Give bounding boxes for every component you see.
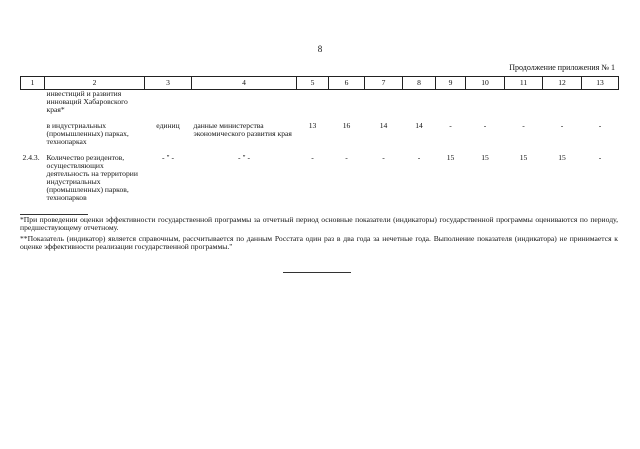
header-cell: 2 [45, 77, 145, 90]
value-cell: 13 [308, 120, 317, 130]
value-cell: 15 [519, 152, 528, 162]
value-cell: - [522, 120, 525, 130]
data-source [192, 90, 297, 114]
value-cell [582, 90, 619, 114]
value-cell: 14 [379, 120, 388, 130]
value-cell [329, 90, 365, 114]
value-cell: - [560, 120, 564, 130]
header-cell: 5 [297, 77, 329, 90]
value-cell: 16 [342, 120, 351, 130]
value-cell [505, 90, 543, 114]
value-cell: - [449, 120, 452, 130]
unit [145, 90, 192, 114]
header-cell: 11 [505, 77, 543, 90]
indicator-name: в индустриальных (промышленных) парках, технопарках [46, 120, 129, 146]
value-cell: - [598, 120, 602, 130]
header-cell: 8 [403, 77, 436, 90]
header-cell: 9 [436, 77, 466, 90]
header-cell: 4 [192, 77, 297, 90]
header-cell: 13 [582, 77, 619, 90]
value-cell: - [483, 120, 487, 130]
header-cell: 3 [145, 77, 192, 90]
header-cell: 7 [365, 77, 403, 90]
header-cell: 12 [543, 77, 582, 90]
row-number: 2.4.3. [22, 152, 40, 162]
indicators-table [20, 76, 619, 202]
value-cell [436, 90, 466, 114]
page-number: 8 [317, 44, 323, 54]
footnote: *При проведении оценки эффективности государственной программы за отчетный период основные показатели (индикаторы) государственной программы оцениваются по периоду, предшествующему отчетному. [20, 215, 618, 233]
footnote: **Показатель (индикатор) является справочным, рассчитывается по данным Росстата один раз в два года за нечетные года. Выполнение показателя (индикатора) не принимается к оценке эффективности реализации государственной программы." [20, 233, 618, 252]
row-number [21, 90, 45, 114]
data-source: - " - [238, 152, 250, 162]
value-cell: 15 [558, 152, 566, 162]
continuation-caption: Продолжение приложения № 1 [509, 63, 615, 72]
header-cell: 1 [21, 77, 45, 90]
unit: - " - [162, 152, 174, 162]
value-cell [297, 90, 329, 114]
value-cell: 15 [481, 152, 489, 162]
end-divider [283, 272, 351, 273]
value-cell: - [598, 152, 602, 162]
value-cell: - [311, 152, 314, 162]
data-source: данные министерства экономического развития края [193, 120, 292, 138]
footnotes [20, 216, 618, 253]
header-cell: 6 [329, 77, 365, 90]
row-spacer [21, 114, 619, 122]
table-row [21, 122, 619, 146]
value-cell: 14 [415, 120, 423, 130]
value-cell: - [382, 152, 385, 162]
value-cell [403, 90, 436, 114]
indicator-name: инвестиций и развития инноваций Хабаровского края* [46, 89, 128, 114]
value-cell: - [345, 152, 348, 162]
value-cell: 15 [446, 152, 455, 162]
table-row [21, 154, 619, 202]
table-row [21, 90, 619, 114]
header-row [21, 77, 619, 90]
row-number [21, 122, 45, 146]
value-cell [365, 90, 403, 114]
value-cell [466, 90, 505, 114]
value-cell: - [417, 152, 421, 162]
header-cell: 10 [466, 77, 505, 90]
value-cell [543, 90, 582, 114]
indicator-name: Количество резидентов, осуществляющих деятельность на территории индустриальных (промышленных) парков, технопарков [46, 152, 138, 202]
unit: единиц [156, 120, 180, 130]
